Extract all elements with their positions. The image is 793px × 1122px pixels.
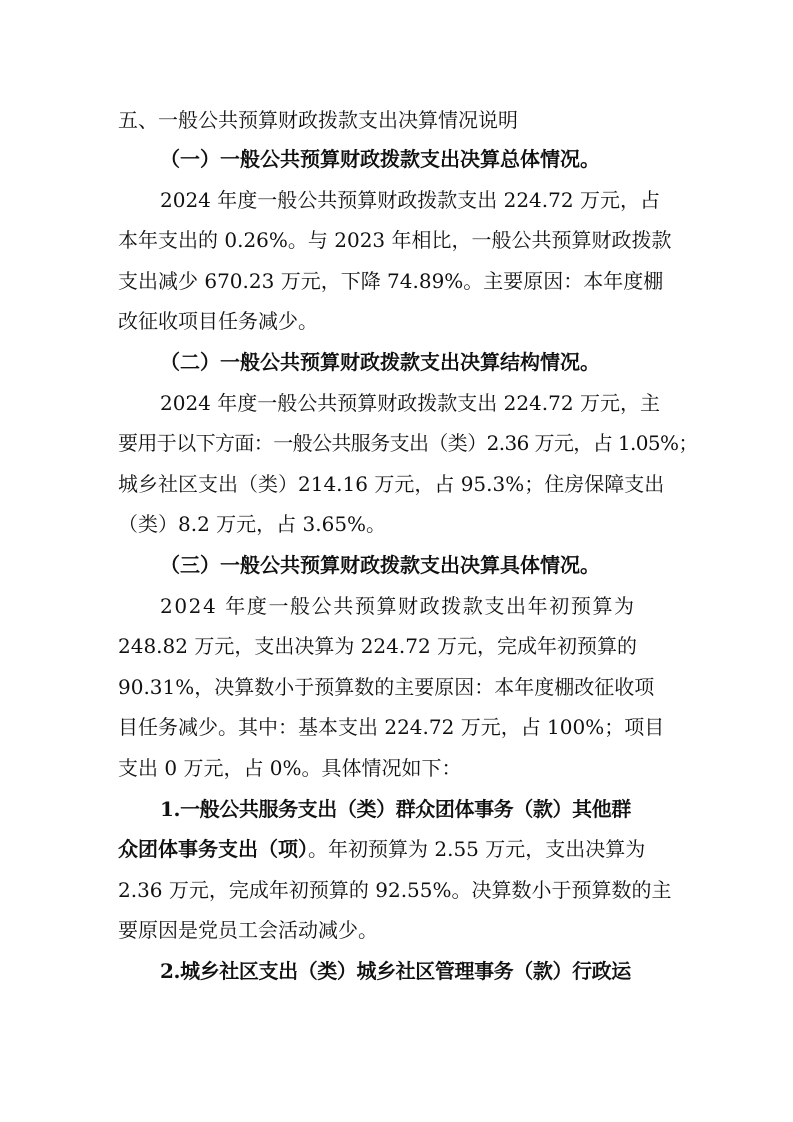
subsection3-line: 90.31%，决算数小于预算数的主要原因：本年度棚改征收项 bbox=[118, 675, 655, 699]
subsection1-line: 2024 年度一般公共预算财政拨款支出 224.72 万元，占 bbox=[160, 188, 660, 212]
subsection1-line: 本年支出的 0.26%。与 2023 年相比，一般公共预算财政拨款 bbox=[118, 228, 672, 252]
subsection3-line: 支出 0 万元，占 0%。具体情况如下： bbox=[118, 756, 462, 780]
subsection3-heading: （三）一般公共预算财政拨款支出决算具体情况。 bbox=[160, 553, 600, 577]
item1-heading: 1.一般公共服务支出（类）群众团体事务（款）其他群 bbox=[160, 797, 631, 821]
item1-line: 要原因是党员工会活动减少。 bbox=[118, 918, 378, 942]
subsection2-heading: （二）一般公共预算财政拨款支出决算结构情况。 bbox=[160, 350, 600, 374]
subsection2-line: 要用于以下方面：一般公共服务支出（类）2.36 万元，占 1.05%； bbox=[118, 431, 698, 455]
subsection1-line: 支出减少 670.23 万元，下降 74.89%。主要原因：本年度棚 bbox=[118, 269, 664, 293]
subsection3-line: 248.82 万元，支出决算为 224.72 万元，完成年初预算的 bbox=[118, 634, 638, 658]
section-title: 五、一般公共预算财政拨款支出决算情况说明 bbox=[118, 108, 518, 132]
item1-line: 2.36 万元，完成年初预算的 92.55%。决算数小于预算数的主 bbox=[118, 878, 672, 902]
subsection1-heading: （一）一般公共预算财政拨款支出决算总体情况。 bbox=[160, 147, 600, 171]
item2-heading: 2.城乡社区支出（类）城乡社区管理事务（款）行政运 bbox=[160, 959, 631, 983]
subsection3-line: 2024 年度一般公共预算财政拨款支出年初预算为 bbox=[160, 594, 636, 618]
subsection2-line: 城乡社区支出（类）214.16 万元，占 95.3%；住房保障支出 bbox=[118, 472, 665, 496]
subsection2-line: （类）8.2 万元，占 3.65%。 bbox=[118, 512, 387, 536]
subsection3-line: 目任务减少。其中：基本支出 224.72 万元，占 100%；项目 bbox=[118, 715, 665, 739]
item1-body-start: 。年初预算为 2.55 万元，支出决算为 bbox=[308, 837, 646, 861]
subsection1-line: 改征收项目任务减少。 bbox=[118, 309, 318, 333]
item1-heading-continued bbox=[118, 839, 645, 859]
subsection2-line: 2024 年度一般公共预算财政拨款支出 224.72 万元，主 bbox=[160, 391, 660, 415]
item1-heading-tail: 众团体事务支出（项） bbox=[118, 837, 308, 861]
